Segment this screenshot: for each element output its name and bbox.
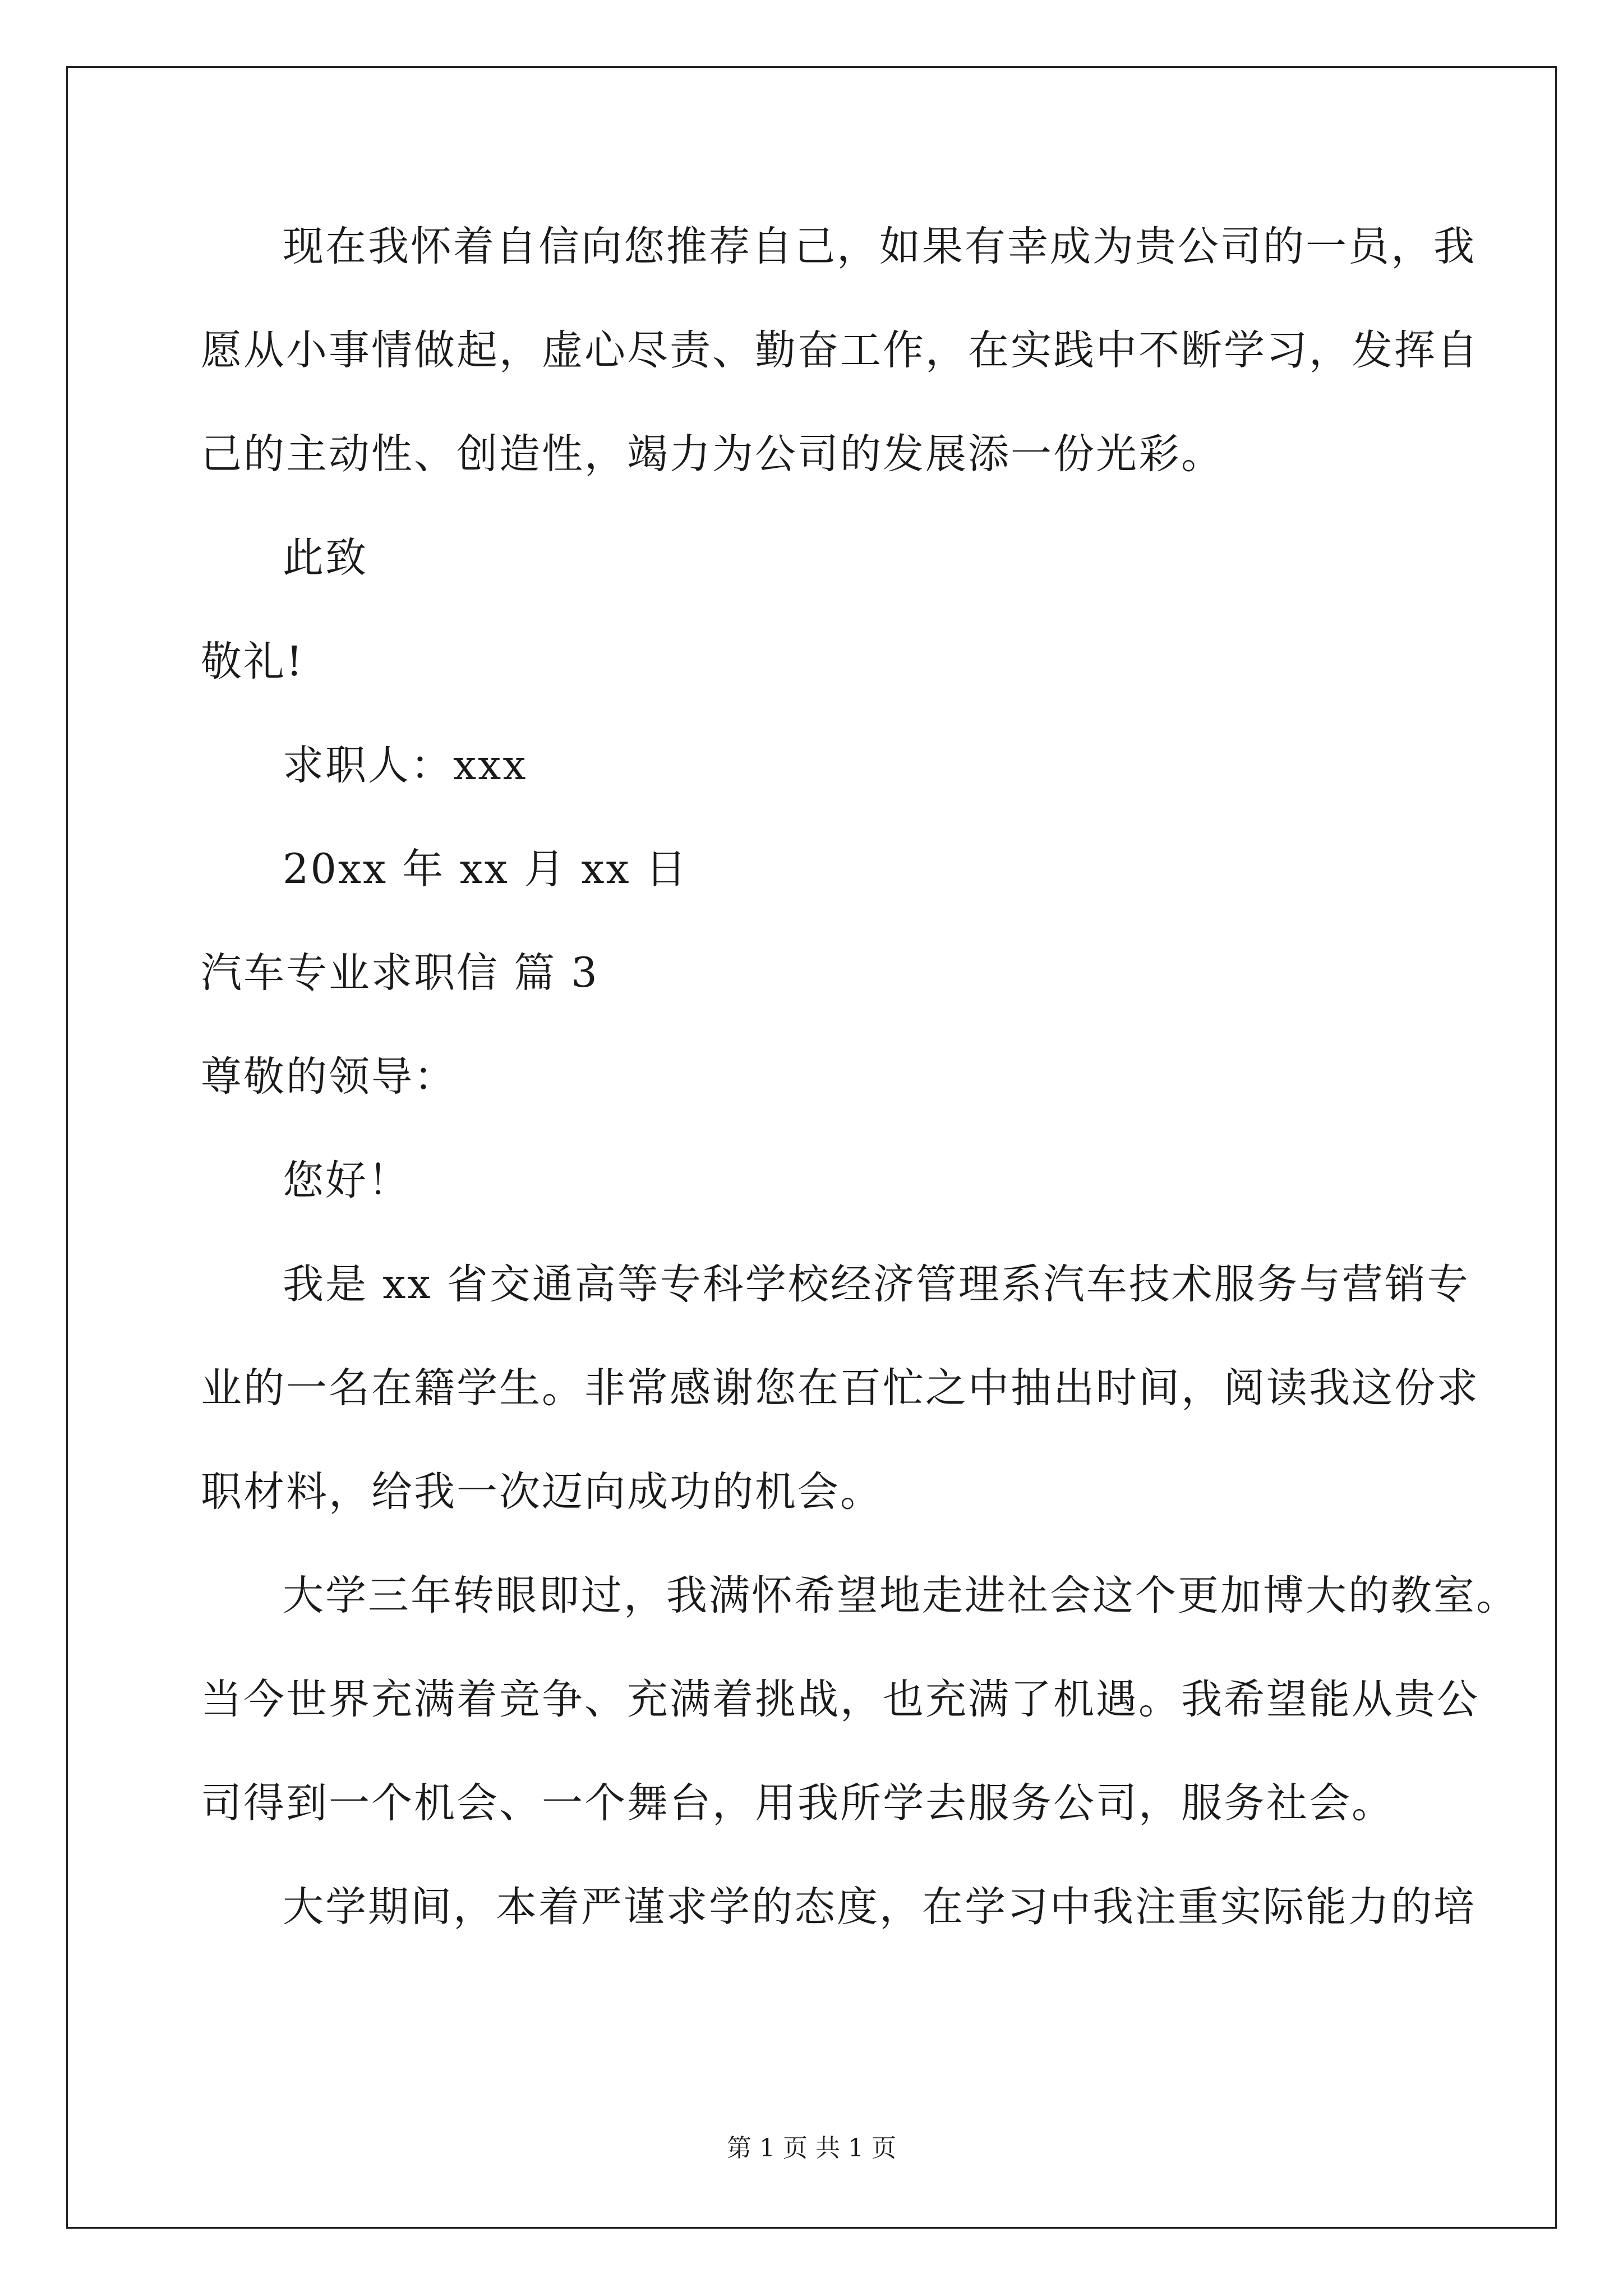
paragraph-line: 职材料，给我一次迈向成功的机会。	[201, 1468, 883, 1516]
paragraph-line: 业的一名在籍学生。非常感谢您在百忙之中抽出时间，阅读我这份求	[201, 1364, 1479, 1412]
paragraph-line: 现在我怀着自信向您推荐自己，如果有幸成为贵公司的一员，我	[283, 223, 1476, 270]
paragraph-line: 己的主动性、创造性，竭力为公司的发展添一份光彩。	[201, 430, 1224, 478]
signature-line: 求职人：xxx	[283, 742, 528, 789]
section-title: 汽车专业求职信 篇 3	[201, 949, 599, 997]
paragraph-line: 当今世界充满着竞争、充满着挑战，也充满了机遇。我希望能从贵公	[201, 1676, 1479, 1723]
paragraph-line: 大学三年转眼即过，我满怀希望地走进社会这个更加博大的教室。	[283, 1572, 1519, 1619]
greeting-line: 您好！	[283, 1157, 411, 1204]
paragraph-line: 我是 xx 省交通高等专科学校经济管理系汽车技术服务与营销专	[283, 1260, 1470, 1308]
date-line: 20xx 年 xx 月 xx 日	[283, 845, 688, 893]
paragraph-line: 司得到一个机会、一个舞台，用我所学去服务公司，服务社会。	[201, 1779, 1394, 1827]
greeting-line: 尊敬的领导：	[201, 1053, 457, 1101]
paragraph-line: 大学期间，本着严谨求学的态度，在学习中我注重实际能力的培	[283, 1883, 1476, 1931]
paragraph-line: 愿从小事情做起，虚心尽责、勤奋工作，在实践中不断学习，发挥自	[201, 326, 1479, 374]
page-footer: 第 1 页 共 1 页	[727, 2134, 896, 2162]
salutation-line: 敬礼!	[201, 638, 305, 685]
closing-line: 此致	[283, 534, 368, 582]
